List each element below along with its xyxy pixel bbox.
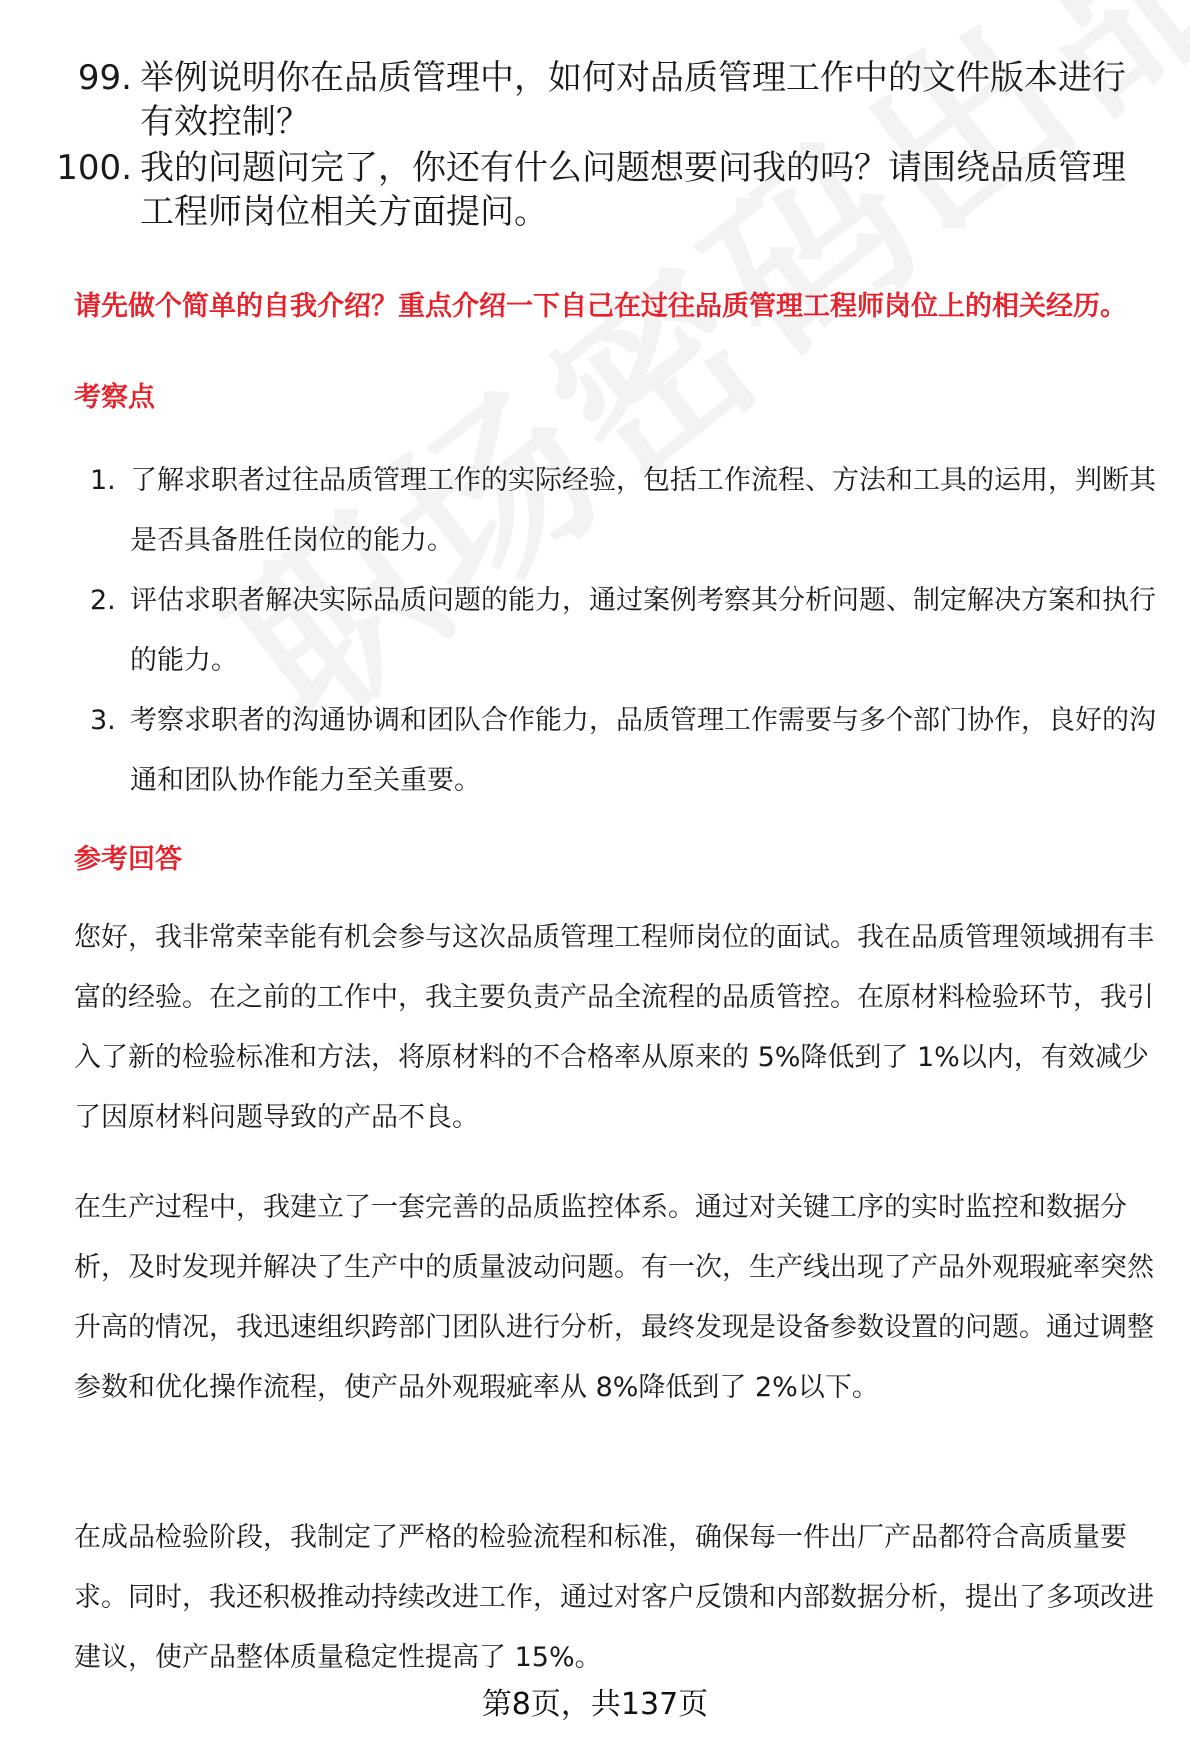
answer-paragraph: 您好，我非常荣幸能有机会参与这次品质管理工程师岗位的面试。我在品质管理领域拥有丰富的经验。在之前的工作中，我主要负责产品全流程的品质管控。在原材料检验环节，我引入了新的检验标准和方法，将原材料的不合格率从原来的 5%降低到了 1%以内，有效减少了因原材料问题导致的产品不良。	[74, 922, 1154, 1133]
page-footer: 第8页，共137页	[481, 1687, 709, 1722]
question-text: 我的问题问完了，你还有什么问题想要问我的吗？请围绕品质管理工程师岗位相关方面提问。	[140, 148, 1126, 232]
answer-paragraph: 在成品检验阶段，我制定了严格的检验流程和标准，确保每一件出厂产品都符合高质量要求。同时，我还积极推动持续改进工作，通过对客户反馈和内部数据分析，提出了多项改进建议，使产品整体质量稳定性提高了 15%。	[74, 1522, 1154, 1673]
focus-item-number: 3.	[90, 705, 116, 736]
focus-item-text: 评估求职者解决实际品质问题的能力，通过案例考察其分析问题、制定解决方案和执行的能力。	[130, 585, 1156, 676]
focus-item-text: 了解求职者过往品质管理工作的实际经验，包括工作流程、方法和工具的运用，判断其是否具备胜任岗位的能力。	[130, 465, 1156, 556]
focus-item-number: 2.	[90, 585, 116, 616]
focus-item-text: 考察求职者的沟通协调和团队合作能力，品质管理工作需要与多个部门协作，良好的沟通和团队协作能力至关重要。	[130, 705, 1156, 796]
focus-item-number: 1.	[90, 465, 116, 496]
focus-heading: 考察点	[74, 382, 155, 413]
answer-paragraph: 在生产过程中，我建立了一套完善的品质监控体系。通过对关键工序的实时监控和数据分析，及时发现并解决了生产中的质量波动问题。有一次，生产线出现了产品外观瑕疵率突然升高的情况，我迅速组织跨部门团队进行分析，最终发现是设备参数设置的问题。通过调整参数和优化操作流程，使产品外观瑕疵率从 8%降低到了 2%以下。	[74, 1192, 1154, 1403]
answer-heading: 参考回答	[74, 844, 182, 875]
focus-item	[74, 571, 1159, 691]
question-text: 举例说明你在品质管理中，如何对品质管理工作中的文件版本进行有效控制？	[140, 58, 1126, 142]
focus-item	[74, 691, 1159, 811]
question-number: 100.	[56, 148, 132, 188]
question-number: 99.	[77, 58, 132, 98]
focus-item	[74, 451, 1159, 571]
section-title: 请先做个简单的自我介绍？重点介绍一下自己在过往品质管理工程师岗位上的相关经历。	[74, 291, 1127, 322]
